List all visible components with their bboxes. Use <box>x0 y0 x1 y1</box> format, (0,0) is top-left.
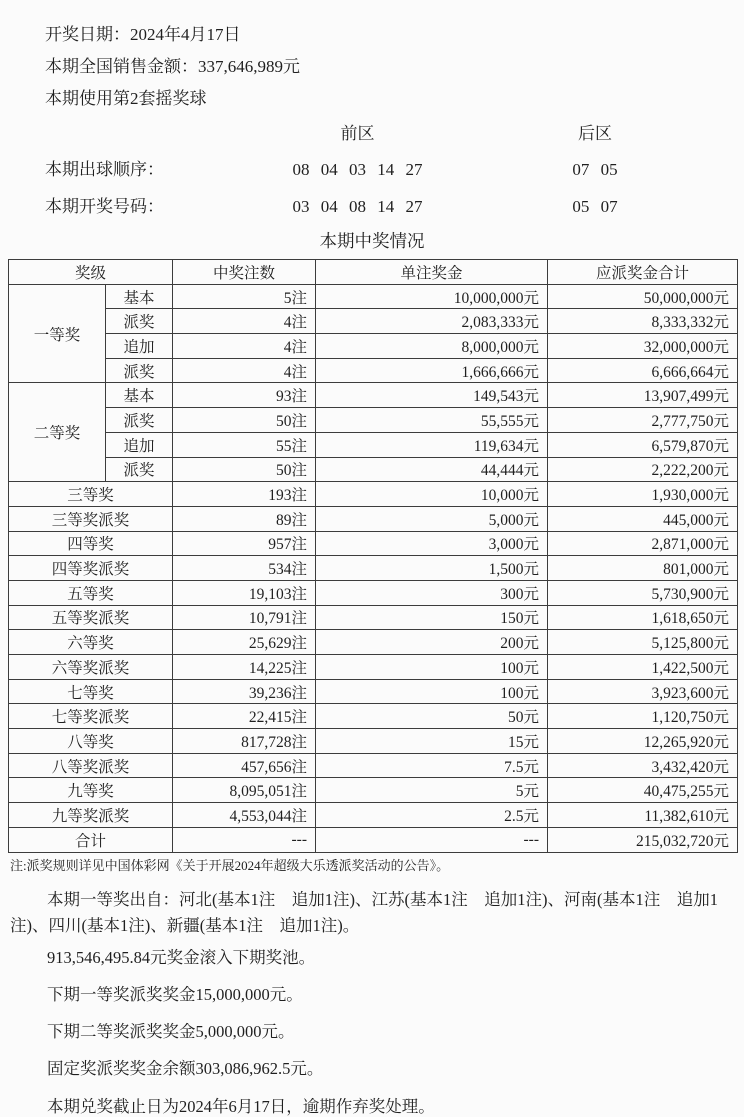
bet-count-cell: 4注 <box>173 358 316 383</box>
prize-subtype-cell: 派奖 <box>106 358 173 383</box>
bet-count-cell: 19,103注 <box>173 580 316 605</box>
total-prize-cell: 40,475,255元 <box>548 778 738 803</box>
total-prize-cell: 2,222,200元 <box>548 457 738 482</box>
ball-order-label: 本期出球顺序： <box>45 160 164 179</box>
total-prize-cell: 6,666,664元 <box>548 358 738 383</box>
bet-count-cell: 10,791注 <box>173 605 316 630</box>
prize-table-body <box>9 260 738 853</box>
table-row <box>9 655 738 680</box>
winning-numbers-row <box>0 196 744 217</box>
fixed-prize-balance-note: 固定奖派奖奖金余额303,086,962.5元。 <box>47 1058 324 1078</box>
total-prize-cell: 13,907,499元 <box>548 383 738 408</box>
prize-group-cell: 二等奖 <box>9 383 106 482</box>
bet-count-cell: 817,728注 <box>173 729 316 754</box>
table-row <box>9 358 738 383</box>
table-row <box>9 827 738 852</box>
bet-count-cell: 50注 <box>173 457 316 482</box>
prize-level-cell: 五等奖派奖 <box>9 605 173 630</box>
bet-count-cell: 957注 <box>173 531 316 556</box>
bet-count-cell: 39,236注 <box>173 679 316 704</box>
total-bet-count-cell: --- <box>173 827 316 852</box>
bet-count-cell: 14,225注 <box>173 655 316 680</box>
single-prize-cell: 10,000,000元 <box>316 284 548 309</box>
prize-level-cell: 九等奖 <box>9 778 173 803</box>
ball-set-line: 本期使用第2套摇奖球 <box>45 89 207 108</box>
prize-level-cell: 七等奖派奖 <box>9 704 173 729</box>
prize-table <box>8 259 738 853</box>
table-row <box>9 753 738 778</box>
prize-level-cell: 九等奖派奖 <box>9 803 173 828</box>
rollover-note: 913,546,495.84元奖金滚入下期奖池。 <box>47 947 316 967</box>
single-prize-cell: 50元 <box>316 704 548 729</box>
prize-subtype-cell: 派奖 <box>106 408 173 433</box>
table-row <box>9 778 738 803</box>
table-row <box>9 383 738 408</box>
bet-count-cell: 193注 <box>173 482 316 507</box>
table-row <box>9 408 738 433</box>
table-row <box>9 556 738 581</box>
bet-count-cell: 4注 <box>173 309 316 334</box>
single-prize-cell: 1,666,666元 <box>316 358 548 383</box>
footer-notes <box>10 858 738 1117</box>
next-second-prize-note: 下期二等奖派奖奖金5,000,000元。 <box>47 1021 295 1041</box>
single-prize-cell: 100元 <box>316 679 548 704</box>
bet-count-cell: 4,553,044注 <box>173 803 316 828</box>
bet-count-cell: 457,656注 <box>173 753 316 778</box>
single-prize-cell: 100元 <box>316 655 548 680</box>
table-row <box>9 803 738 828</box>
grand-total-cell: 215,032,720元 <box>548 827 738 852</box>
bet-count-cell: 50注 <box>173 408 316 433</box>
prize-level-header-cell: 奖级 <box>9 260 173 285</box>
ball-order-front-numbers: 08 04 03 14 27 <box>292 160 423 179</box>
prize-subtype-cell: 派奖 <box>106 457 173 482</box>
back-zone-label: 后区 <box>578 124 612 143</box>
prize-level-cell: 六等奖派奖 <box>9 655 173 680</box>
winning-back-numbers: 05 07 <box>572 197 618 216</box>
winning-numbers-label: 本期开奖号码： <box>45 197 164 216</box>
single-prize-cell: 5,000元 <box>316 506 548 531</box>
total-prize-cell: 1,618,650元 <box>548 605 738 630</box>
total-prize-cell: 12,265,920元 <box>548 729 738 754</box>
table-row <box>9 482 738 507</box>
total-prize-cell: 8,333,332元 <box>548 309 738 334</box>
draw-date-line: 开奖日期：2024年4月17日 <box>45 25 241 44</box>
single-prize-cell: 55,555元 <box>316 408 548 433</box>
total-single-prize-cell: --- <box>316 827 548 852</box>
prize-subtype-cell: 追加 <box>106 432 173 457</box>
single-prize-cell: 300元 <box>316 580 548 605</box>
table-row <box>9 284 738 309</box>
table-row <box>9 605 738 630</box>
winning-front-numbers: 03 04 08 14 27 <box>292 197 423 216</box>
total-prize-cell: 1,120,750元 <box>548 704 738 729</box>
table-row <box>9 630 738 655</box>
zone-header-row <box>0 123 744 144</box>
total-prize-cell: 1,930,000元 <box>548 482 738 507</box>
table-row <box>9 432 738 457</box>
total-label-cell: 合计 <box>9 827 173 852</box>
total-prize-cell: 32,000,000元 <box>548 334 738 359</box>
table-row <box>9 679 738 704</box>
bet-count-cell: 8,095,051注 <box>173 778 316 803</box>
total-prize-cell: 3,923,600元 <box>548 679 738 704</box>
total-prize-cell: 6,579,870元 <box>548 432 738 457</box>
prize-level-cell: 六等奖 <box>9 630 173 655</box>
single-prize-cell: 15元 <box>316 729 548 754</box>
prize-level-cell: 四等奖派奖 <box>9 556 173 581</box>
prize-subtype-cell: 基本 <box>106 383 173 408</box>
total-prize-cell: 3,432,420元 <box>548 753 738 778</box>
single-prize-cell: 149,543元 <box>316 383 548 408</box>
single-prize-cell: 44,444元 <box>316 457 548 482</box>
table-row <box>9 729 738 754</box>
table-row <box>9 506 738 531</box>
bet-count-cell: 25,629注 <box>173 630 316 655</box>
prize-group-cell: 一等奖 <box>9 284 106 383</box>
bet-count-cell: 534注 <box>173 556 316 581</box>
redemption-deadline-note: 本期兑奖截止日为2024年6月17日，逾期作弃奖处理。 <box>47 1096 435 1116</box>
single-prize-cell: 8,000,000元 <box>316 334 548 359</box>
total-prize-cell: 11,382,610元 <box>548 803 738 828</box>
front-zone-label: 前区 <box>340 124 375 143</box>
single-prize-cell: 5元 <box>316 778 548 803</box>
ball-order-back-numbers: 07 05 <box>572 160 618 179</box>
total-prize-cell: 2,871,000元 <box>548 531 738 556</box>
bet-count-header-cell: 中奖注数 <box>173 260 316 285</box>
prize-subtype-cell: 派奖 <box>106 309 173 334</box>
bet-count-cell: 22,415注 <box>173 704 316 729</box>
table-row <box>9 260 738 285</box>
prize-level-cell: 七等奖 <box>9 679 173 704</box>
total-prize-cell: 1,422,500元 <box>548 655 738 680</box>
single-prize-cell: 150元 <box>316 605 548 630</box>
total-prize-cell: 801,000元 <box>548 556 738 581</box>
ball-order-row <box>0 159 744 180</box>
single-prize-cell: 1,500元 <box>316 556 548 581</box>
single-prize-cell: 3,000元 <box>316 531 548 556</box>
single-prize-header-cell: 单注奖金 <box>316 260 548 285</box>
bet-count-cell: 4注 <box>173 334 316 359</box>
document-header <box>0 0 744 109</box>
total-prize-cell: 5,730,900元 <box>548 580 738 605</box>
prize-subtype-cell: 追加 <box>106 334 173 359</box>
prize-table-title: 本期中奖情况 <box>319 231 425 251</box>
single-prize-cell: 200元 <box>316 630 548 655</box>
single-prize-cell: 119,634元 <box>316 432 548 457</box>
total-prize-cell: 5,125,800元 <box>548 630 738 655</box>
bet-count-cell: 89注 <box>173 506 316 531</box>
prize-level-cell: 四等奖 <box>9 531 173 556</box>
total-prize-cell: 50,000,000元 <box>548 284 738 309</box>
bet-count-cell: 55注 <box>173 432 316 457</box>
table-row <box>9 457 738 482</box>
prize-level-cell: 八等奖派奖 <box>9 753 173 778</box>
table-row <box>9 309 738 334</box>
prize-subtype-cell: 基本 <box>106 284 173 309</box>
table-row <box>9 334 738 359</box>
single-prize-cell: 10,000元 <box>316 482 548 507</box>
first-prize-origin-note: 本期一等奖出自：河北(基本1注 追加1注)、江苏(基本1注 追加1注)、河南(基本1注 追加1注)、四川(基本1注)、新疆(基本1注 追加1注)。 <box>10 889 718 935</box>
bet-count-cell: 5注 <box>173 284 316 309</box>
total-prize-cell: 445,000元 <box>548 506 738 531</box>
prize-level-cell: 三等奖 <box>9 482 173 507</box>
total-prize-cell: 2,777,750元 <box>548 408 738 433</box>
table-row <box>9 531 738 556</box>
prize-level-cell: 五等奖 <box>9 580 173 605</box>
next-first-prize-note: 下期一等奖派奖奖金15,000,000元。 <box>47 984 303 1004</box>
rule-note: 注:派奖规则详见中国体彩网《关于开展2024年超级大乐透派奖活动的公告》。 <box>10 857 450 873</box>
single-prize-cell: 7.5元 <box>316 753 548 778</box>
bet-count-cell: 93注 <box>173 383 316 408</box>
table-row <box>9 704 738 729</box>
single-prize-cell: 2.5元 <box>316 803 548 828</box>
single-prize-cell: 2,083,333元 <box>316 309 548 334</box>
sales-amount-line: 本期全国销售金额：337,646,989元 <box>45 57 300 76</box>
total-prize-header-cell: 应派奖金合计 <box>548 260 738 285</box>
prize-level-cell: 三等奖派奖 <box>9 506 173 531</box>
prize-level-cell: 八等奖 <box>9 729 173 754</box>
table-row <box>9 580 738 605</box>
